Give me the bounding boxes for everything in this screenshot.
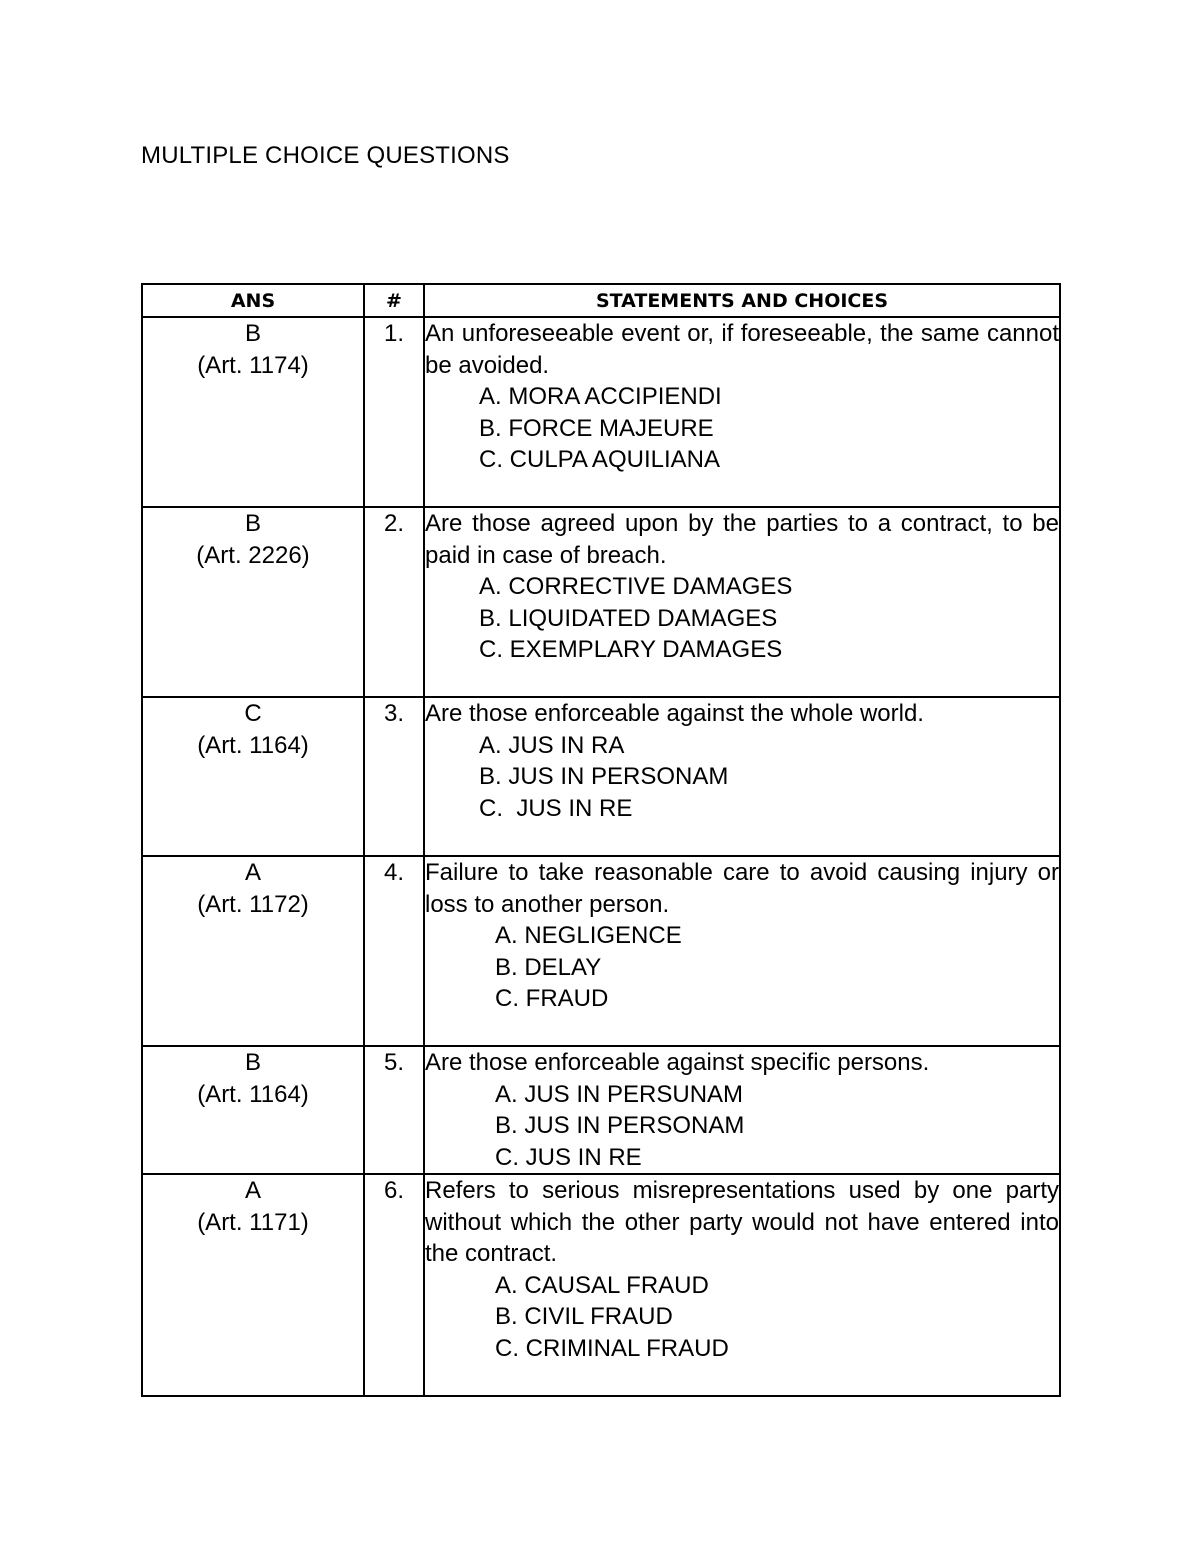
question-row [142,1046,1060,1174]
statement-cell [424,697,1060,856]
question-statement: An unforeseeable event or, if foreseeable, the same cannot be avoided. [425,320,1059,379]
questions-table [141,283,1061,1397]
question-row [142,856,1060,1046]
answer-article: (Art. 1164) [197,1080,309,1108]
answer-article: (Art. 1174) [197,351,309,379]
question-number: 5. [364,1046,424,1174]
question-row [142,507,1060,697]
choice-b: B. DELAY [495,953,602,981]
question-number: 6. [364,1174,424,1396]
question-statement: Failure to take reasonable care to avoid causing injury or loss to another person. [425,859,1059,918]
statement-cell [424,1046,1060,1174]
answer-cell [142,856,364,1046]
choice-a: A. NEGLIGENCE [495,922,682,949]
question-row [142,697,1060,856]
answer-cell [142,1046,364,1174]
answer-cell [142,507,364,697]
answer-letter: B [244,510,261,537]
document-title: MULTIPLE CHOICE QUESTIONS [141,142,510,169]
choice-a: A. CAUSAL FRAUD [495,1271,709,1299]
question-statement: Are those enforceable against specific persons. [425,1049,930,1076]
statement-cell [424,507,1060,697]
question-statement: Are those enforceable against the whole world. [425,700,924,727]
answer-letter: C [244,700,262,727]
answer-letter: A [244,1177,261,1204]
question-number: 4. [364,856,424,1046]
choice-b: B. CIVIL FRAUD [495,1303,673,1330]
choice-c: C. EXEMPLARY DAMAGES [479,636,783,663]
answer-cell [142,1174,364,1396]
header-number: # [364,284,424,317]
statement-cell [424,1174,1060,1396]
choice-a: A. JUS IN RA [479,731,625,759]
header-ans: ANS [142,284,364,317]
choice-c: C. JUS IN RE [495,1143,642,1171]
answer-letter: B [244,1049,261,1076]
answer-article: (Art. 1172) [197,890,309,918]
answer-article: (Art. 1171) [197,1208,309,1236]
statement-cell [424,317,1060,507]
choice-c: C. FRAUD [495,985,609,1012]
choice-c: C. CRIMINAL FRAUD [495,1334,729,1362]
choice-c: C. CULPA AQUILIANA [479,446,720,473]
statement-cell [424,856,1060,1046]
answer-cell [142,317,364,507]
answer-article: (Art. 2226) [196,541,310,569]
question-row [142,317,1060,507]
answer-letter: B [244,320,261,347]
choice-b: B. FORCE MAJEURE [479,414,714,442]
question-number: 3. [364,697,424,856]
question-number: 2. [364,507,424,697]
choice-a: A. MORA ACCIPIENDI [479,383,722,410]
choice-a: A. JUS IN PERSUNAM [495,1080,744,1108]
choice-b: B. JUS IN PERSONAM [495,1112,745,1139]
choice-b: B. LIQUIDATED DAMAGES [479,604,778,632]
question-statement: Refers to serious misrepresentations used by one party without which the other party would not have entered into the contract. [425,1177,1059,1267]
answer-letter: A [244,859,261,886]
choice-b: B. JUS IN PERSONAM [479,763,729,790]
question-statement: Are those agreed upon by the parties to a contract, to be paid in case of breach. [425,510,1059,569]
question-row [142,1174,1060,1396]
answer-cell [142,697,364,856]
header-statements: STATEMENTS AND CHOICES [424,284,1060,317]
answer-article: (Art. 1164) [197,731,309,759]
question-number: 1. [364,317,424,507]
choice-c: C. JUS IN RE [479,794,633,822]
choice-a: A. CORRECTIVE DAMAGES [479,573,793,600]
table-header-row [142,284,1060,317]
